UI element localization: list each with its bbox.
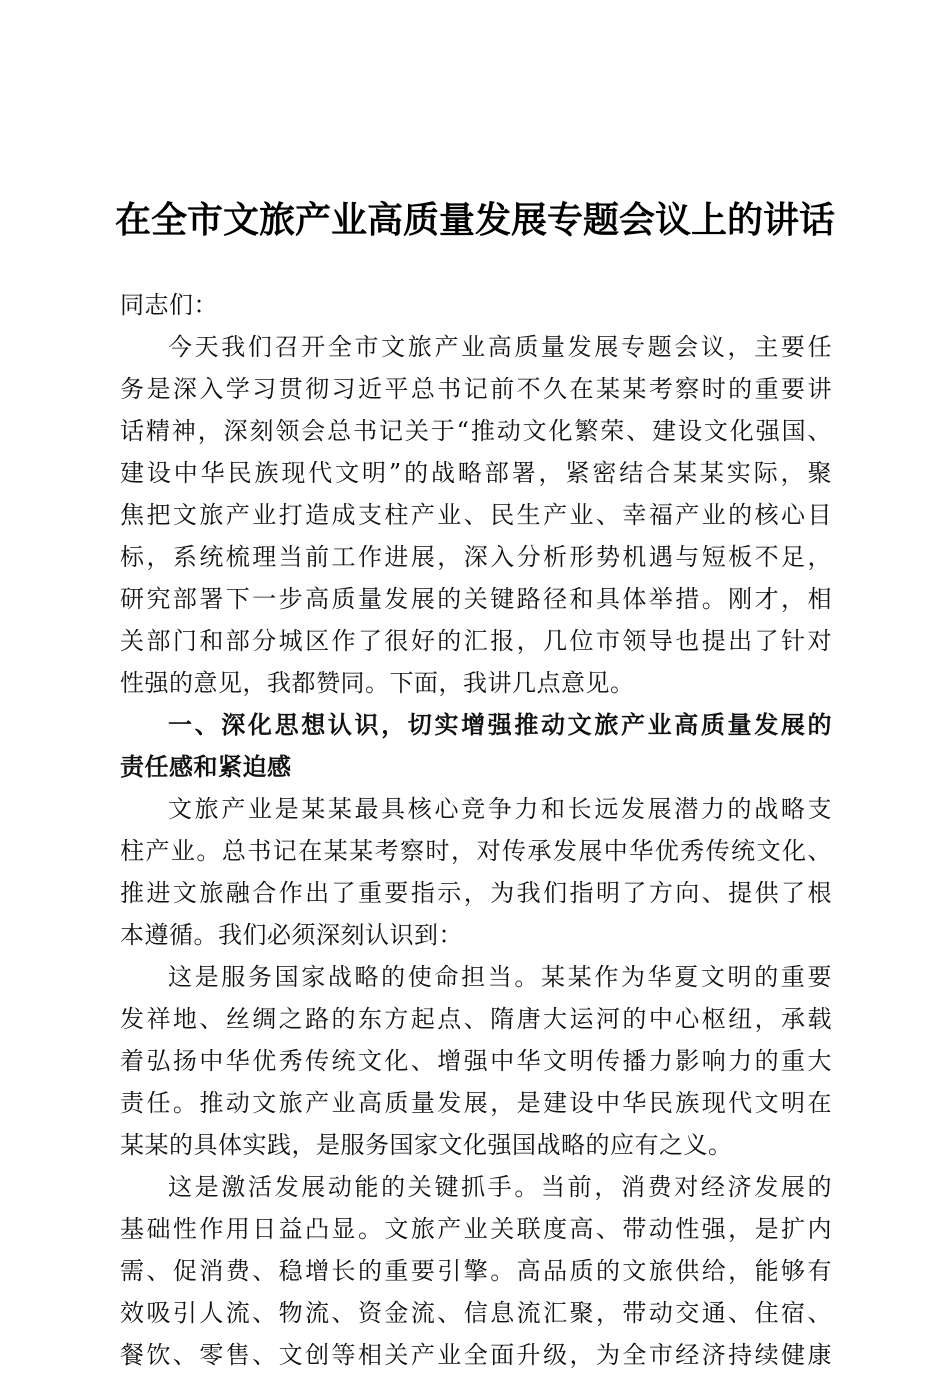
document-title: 在全市文旅产业高质量发展专题会议上的讲话 bbox=[114, 199, 835, 241]
section-heading-line: 一、深化思想认识，切实增强推动文旅产业高质量发展的 bbox=[168, 711, 832, 739]
text-line: 今天我们召开全市文旅产业高质量发展专题会议，主要任 bbox=[168, 333, 832, 361]
text-line: 着弘扬中华优秀传统文化、增强中华文明传播力影响力的重大 bbox=[120, 1047, 832, 1075]
document-body bbox=[120, 284, 832, 1376]
text-line: 性强的意见，我都赞同。下面，我讲几点意见。 bbox=[120, 669, 635, 697]
text-line: 推进文旅融合作出了重要指示，为我们指明了方向、提供了根 bbox=[120, 879, 832, 907]
text-line: 焦把文旅产业打造成支柱产业、民生产业、幸福产业的核心目 bbox=[120, 501, 832, 529]
text-line: 本遵循。我们必须深刻认识到： bbox=[120, 921, 463, 949]
text-line: 话精神，深刻领会总书记关于“推动文化繁荣、建设文化强国、 bbox=[120, 417, 832, 445]
text-line: 建设中华民族现代文明”的战略部署，紧密结合某某实际，聚 bbox=[120, 459, 832, 487]
text-line: 发祥地、丝绸之路的东方起点、隋唐大运河的中心枢纽，承载 bbox=[120, 1005, 832, 1033]
text-line: 柱产业。总书记在某某考察时，对传承发展中华优秀传统文化、 bbox=[120, 837, 832, 865]
text-line: 研究部署下一步高质量发展的关键路径和具体举措。刚才，相 bbox=[120, 585, 832, 613]
text-line: 效吸引人流、物流、资金流、信息流汇聚，带动交通、住宿、 bbox=[120, 1299, 832, 1327]
text-line: 某某的具体实践，是服务国家文化强国战略的应有之义。 bbox=[120, 1131, 733, 1159]
text-line: 责任。推动文旅产业高质量发展，是建设中华民族现代文明在 bbox=[120, 1089, 832, 1117]
text-line: 标，系统梳理当前工作进展，深入分析形势机遇与短板不足， bbox=[120, 543, 832, 571]
section-heading-line: 责任感和紧迫感 bbox=[120, 753, 292, 781]
salutation: 同志们： bbox=[120, 291, 218, 319]
paragraph-lines bbox=[120, 326, 832, 1376]
text-line: 文旅产业是某某最具核心竞争力和长远发展潜力的战略支 bbox=[168, 795, 832, 823]
text-line: 基础性作用日益凸显。文旅产业关联度高、带动性强，是扩内 bbox=[120, 1215, 832, 1243]
text-line: 关部门和部分城区作了很好的汇报，几位市领导也提出了针对 bbox=[120, 627, 832, 655]
text-line: 这是服务国家战略的使命担当。某某作为华夏文明的重要 bbox=[168, 963, 832, 991]
text-line: 需、促消费、稳增长的重要引擎。高品质的文旅供给，能够有 bbox=[120, 1257, 832, 1285]
text-line: 餐饮、零售、文创等相关产业全面升级，为全市经济持续健康 bbox=[120, 1341, 832, 1369]
text-line: 务是深入学习贯彻习近平总书记前不久在某某考察时的重要讲 bbox=[120, 375, 832, 403]
text-line: 这是激活发展动能的关键抓手。当前，消费对经济发展的 bbox=[168, 1173, 832, 1201]
